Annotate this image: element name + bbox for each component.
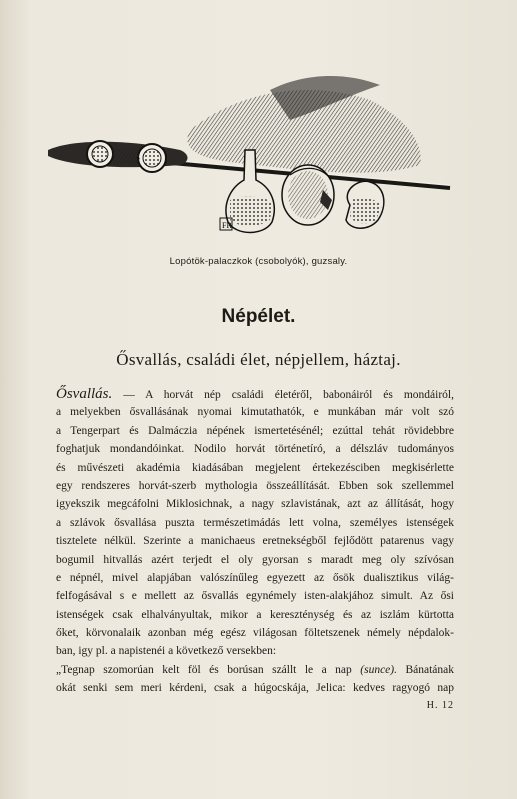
text-line: egy rendszeres horvát-szerb mythologia összeállítását. Ebben sok szellemmel: [56, 479, 454, 492]
section-subtitle: Ősvallás, családi élet, népjellem, háztaj.: [116, 350, 401, 369]
text-line: istenségek csak elhalványultak, mikor a kereszténység és az iszlám kürtotta: [56, 608, 454, 621]
quote-text: Bánatának: [396, 663, 454, 676]
quote-line: [56, 661, 454, 679]
text-line: a Tengerpart és Dalmáczia népének ismertetésénél; ezúttal tehát rövidebbre: [56, 424, 454, 437]
quote-line: okát senki sem meri kérdeni, csak a húgocskája, Jelica: kedves ragyogó nap: [56, 682, 454, 695]
gourd-bottles-illustration: [40, 70, 460, 245]
quote-text: „Tegnap szomorúan kelt föl és borúsan szállt le a nap: [56, 663, 361, 676]
signature-mark: H. 12: [426, 700, 454, 711]
section-lead-word: Ősvallás.: [56, 386, 113, 402]
text-line: foghatjuk mondandóinkat. Nodilo horvát történetíró, a délszláv tudományos: [56, 443, 454, 456]
text-line: felfogásával s e mellett az ősvallás egynémely isten-alakjához simult. Az ősi: [56, 590, 454, 603]
text-line: és művészeti akadémia kiadásában megjelent értekezésciben megkisérlette: [56, 461, 454, 474]
text-line: Ősvallás. — A horvát nép családi életéről, babonáiról és mondáiról,: [56, 386, 454, 402]
body-text: [56, 385, 454, 698]
text-line: e népnél, mivel alapjában valószínűleg egyezett az ősök dualisztikus világ-: [56, 571, 454, 584]
text-line: a melyekben ősvallásának nyomai kimutathatók, e munkában már volt szó: [56, 406, 454, 419]
illustration-caption: Lopótök-palaczkok (csobolyók), guzsaly.: [169, 256, 348, 267]
text-line: őket, körvonalaik azonban még egész világosan föltetszenek némely népdalok-: [56, 627, 454, 640]
text-line: bogumil hitvallás azért terjedt el oly gyorsan s maradt meg oly szívósan: [56, 553, 454, 566]
text-line: tisztelete nélkül. Szerinte a manichaeus eretnekségből fejlődött patarenus vagy: [56, 535, 454, 548]
svg-text:FR: FR: [222, 221, 232, 230]
chapter-title: Népélet.: [221, 306, 296, 327]
text-line: ban, igy pl. a napistenéi a következő versekben:: [56, 645, 277, 658]
text-line: a szlávok ősvallása puszta természetimádás lett volna, személyes istenségek: [56, 516, 454, 529]
quote-word-sunce: (sunce).: [360, 663, 397, 676]
text-line: igyekszik megcáfolni Miklosichnak, a nagy szlavistának, azt az állítását, hogy: [56, 498, 454, 511]
